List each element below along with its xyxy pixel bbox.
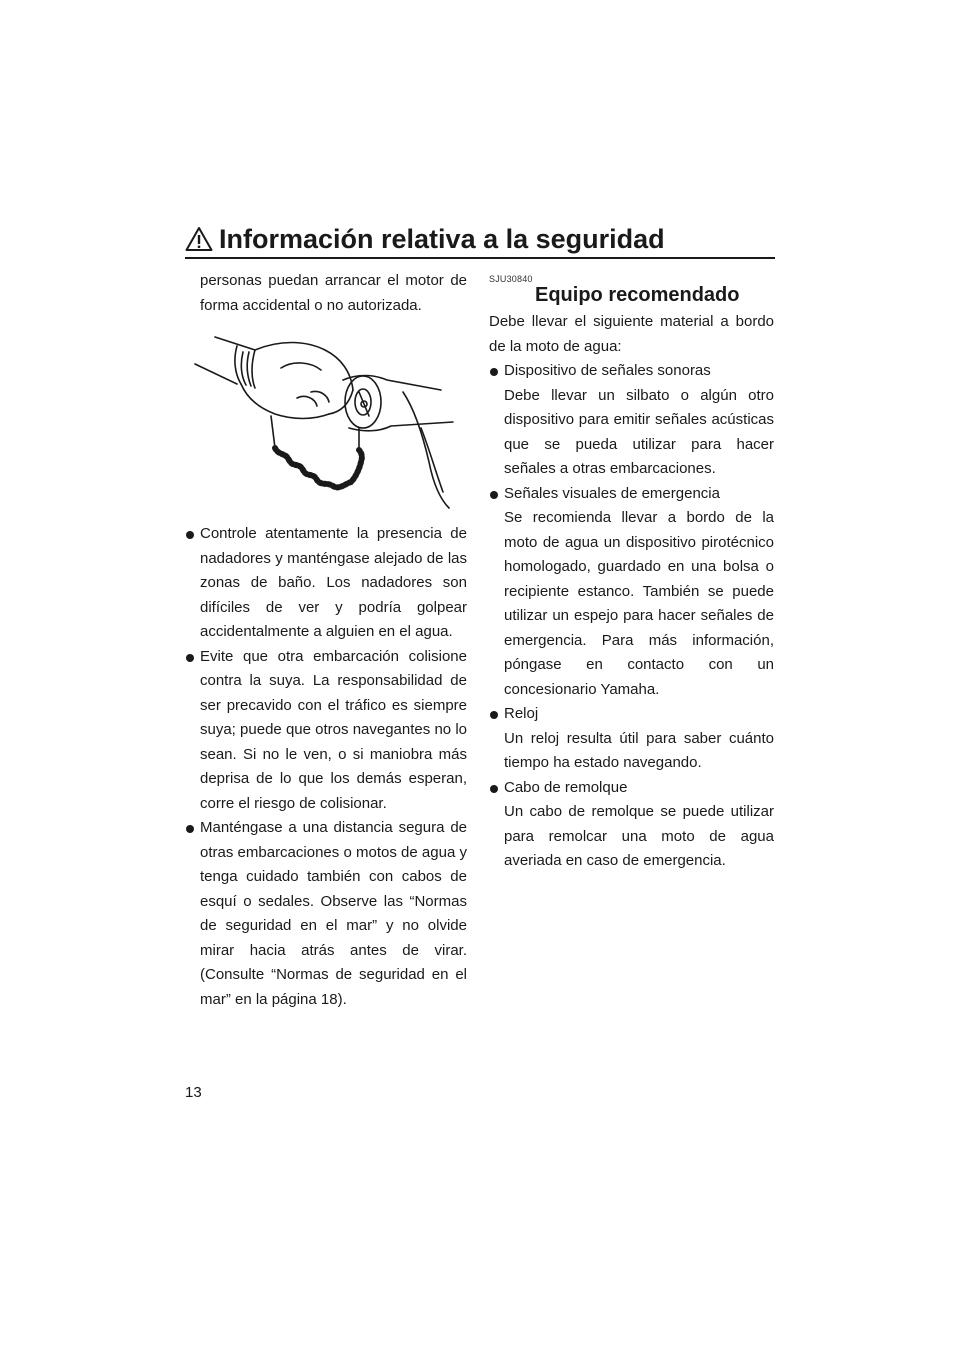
section-code: SJU30840 <box>489 274 533 284</box>
section-intro: Debe llevar el siguiente material a bordo de la moto de agua: <box>489 313 774 355</box>
bullet-icon <box>186 531 194 539</box>
list-item: Controle atentamente la presencia de nadadores y manténgase alejado de las zonas de baño. Los nadadores son difíciles de ver y podría golpear accidentalmente a alguien en el agua. <box>185 522 467 645</box>
page-number: 13 <box>185 1084 202 1101</box>
item-text: Un reloj resulta útil para saber cuánto tiempo ha estado navegando. <box>504 729 774 771</box>
list-item <box>489 776 774 874</box>
item-title: Dispositivo de señales sonoras <box>504 362 711 379</box>
item-title: Reloj <box>504 705 539 722</box>
item-text: Se recomienda llevar a bordo de la moto de agua un dispositivo pirotécnico homologado, guardado en una bolsa o recipiente estanco. También se puede utilizar un espejo para hacer señales de emergencia. Para más información, póngase en contacto con un concesionario Yamaha. <box>504 509 774 698</box>
list-item: Evite que otra embarcación colisione contra la suya. La responsabilidad de ser precavido con el tráfico es siempre suya; puede que otros navegantes no lo sean. Si no le ven, o si maniobra más deprisa de lo que los demás esperan, corre el riesgo de colisionar. <box>185 645 467 817</box>
bullet-icon <box>490 368 498 376</box>
bullet-icon <box>490 491 498 499</box>
header-rule <box>185 257 775 259</box>
item-text: Debe llevar un silbato o algún otro dispositivo para emitir señales acústicas que se pueda utilizar para hacer señales a otras embarcaciones. <box>504 386 774 477</box>
bullet-icon <box>490 711 498 719</box>
hand-lanyard-illustration <box>193 332 469 514</box>
item-title: Cabo de remolque <box>504 778 628 796</box>
list-item <box>489 482 774 703</box>
item-text: Un cabo de remolque se puede utilizar para remolcar una moto de agua averiada en caso de emergencia. <box>504 803 774 869</box>
bullet-icon <box>186 825 194 833</box>
list-item <box>489 702 774 776</box>
section-title: Equipo recomendado <box>535 284 740 306</box>
bullet-icon <box>186 654 194 662</box>
item-title: Señales visuales de emergencia <box>504 484 720 502</box>
intro-paragraph: personas puedan arrancar el motor de forma accidental o no autorizada. <box>200 272 467 314</box>
warning-triangle-icon <box>185 226 213 252</box>
list-item <box>489 359 774 482</box>
right-column <box>489 274 774 874</box>
page-header <box>185 222 775 258</box>
bullet-icon <box>490 785 498 793</box>
list-item: Manténgase a una distancia segura de otras embarcaciones o motos de agua y tenga cuidado también con cabos de esquí o sedales. Observe las “Normas de seguridad en el mar” y no olvide mirar hacia atrás antes de virar. (Consulte “Normas de seguridad en el mar” en la página 18). <box>185 816 467 1012</box>
page-title: Información relativa a la seguridad <box>219 224 665 254</box>
left-column <box>185 269 467 1012</box>
